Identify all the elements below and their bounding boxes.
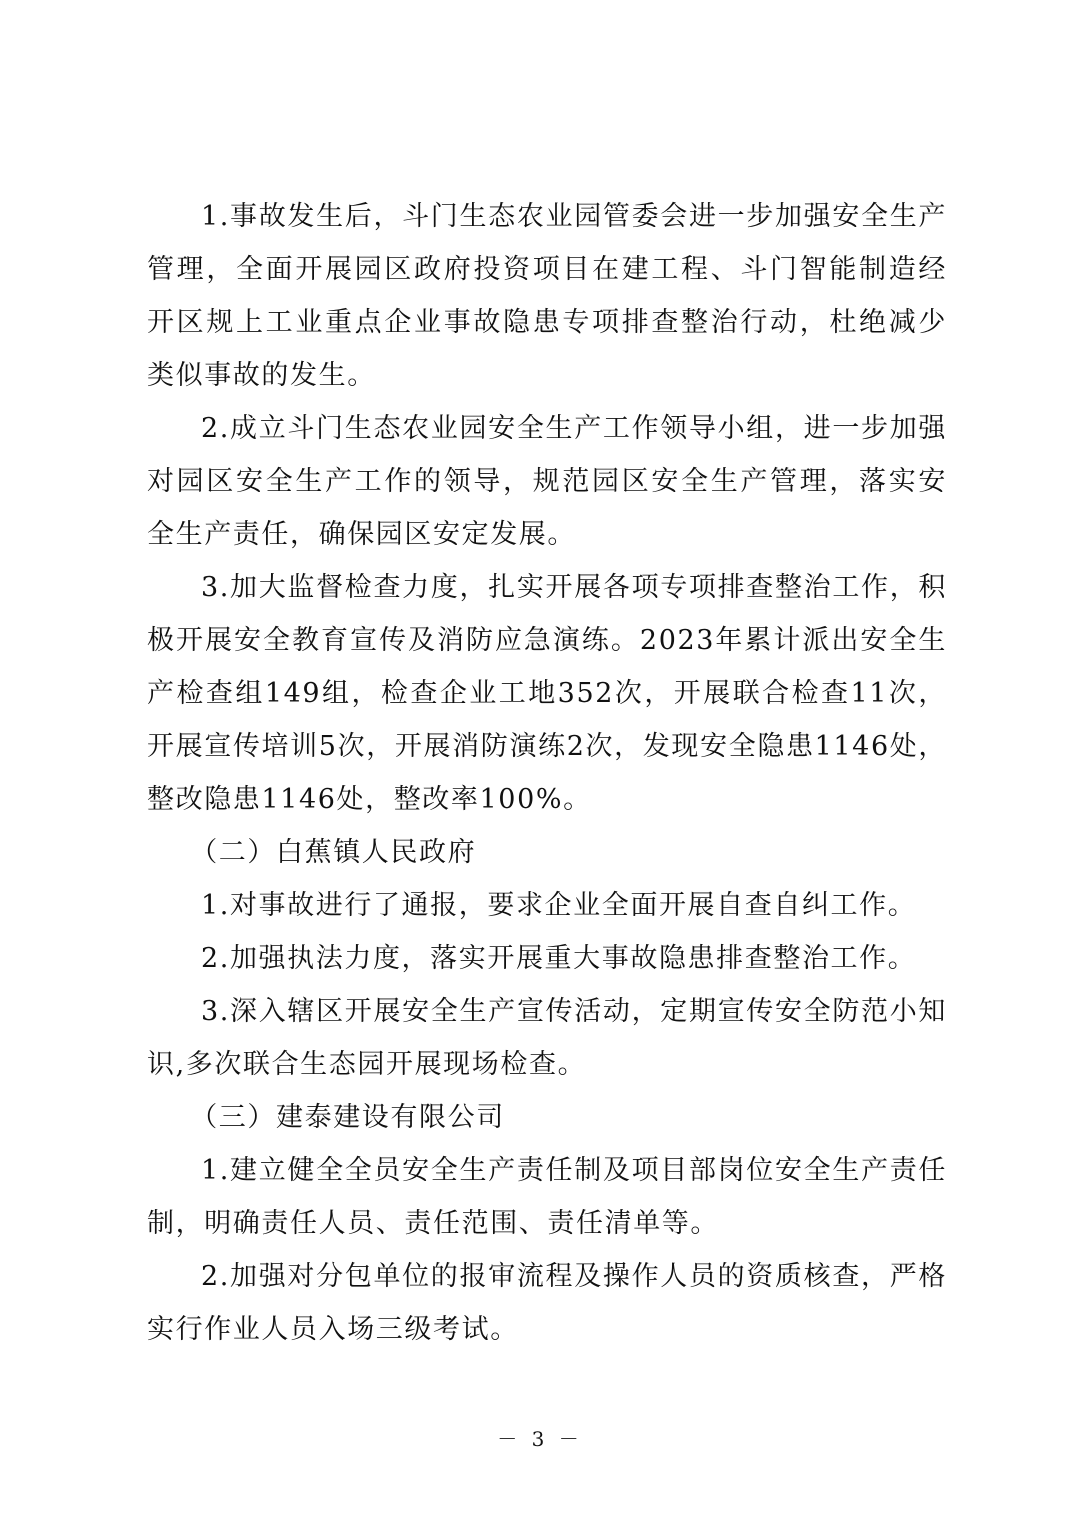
paragraph: 3.深入辖区开展安全生产宣传活动，定期宣传安全防范小知识,多次联合生态园开展现场检查。 bbox=[147, 996, 947, 1080]
section-heading: （二）白蕉镇人民政府 bbox=[190, 837, 477, 868]
paragraph: 2.加强执法力度，落实开展重大事故隐患排查整治工作。 bbox=[201, 943, 917, 974]
paragraph: 2.加强对分包单位的报审流程及操作人员的资质核查，严格实行作业人员入场三级考试。 bbox=[147, 1261, 947, 1345]
paragraph: 1.对事故进行了通报，要求企业全面开展自查自纠工作。 bbox=[201, 890, 917, 921]
page-number: － 3 － bbox=[497, 1427, 583, 1451]
section-heading: （三）建泰建设有限公司 bbox=[190, 1102, 505, 1133]
paragraph: 1.建立健全全员安全生产责任制及项目部岗位安全生产责任制，明确责任人员、责任范围、责任清单等。 bbox=[147, 1155, 947, 1239]
document-body bbox=[147, 190, 947, 1356]
paragraph: 1.事故发生后，斗门生态农业园管委会进一步加强安全生产管理，全面开展园区政府投资项目在建工程、斗门智能制造经开区规上工业重点企业事故隐患专项排查整治行动，杜绝减少类似事故的发生。 bbox=[147, 201, 947, 391]
paragraph: 3.加大监督检查力度，扎实开展各项专项排查整治工作，积极开展安全教育宣传及消防应急演练。2023年累计派出安全生产检查组149组，检查企业工地352次，开展联合检查11次，开展宣传培训5次，开展消防演练2次，发现安全隐患1146处，整改隐患1146处，整改率100%。 bbox=[147, 572, 947, 815]
paragraph: 2.成立斗门生态农业园安全生产工作领导小组，进一步加强对园区安全生产工作的领导，规范园区安全生产管理，落实安全生产责任，确保园区安定发展。 bbox=[147, 413, 947, 550]
